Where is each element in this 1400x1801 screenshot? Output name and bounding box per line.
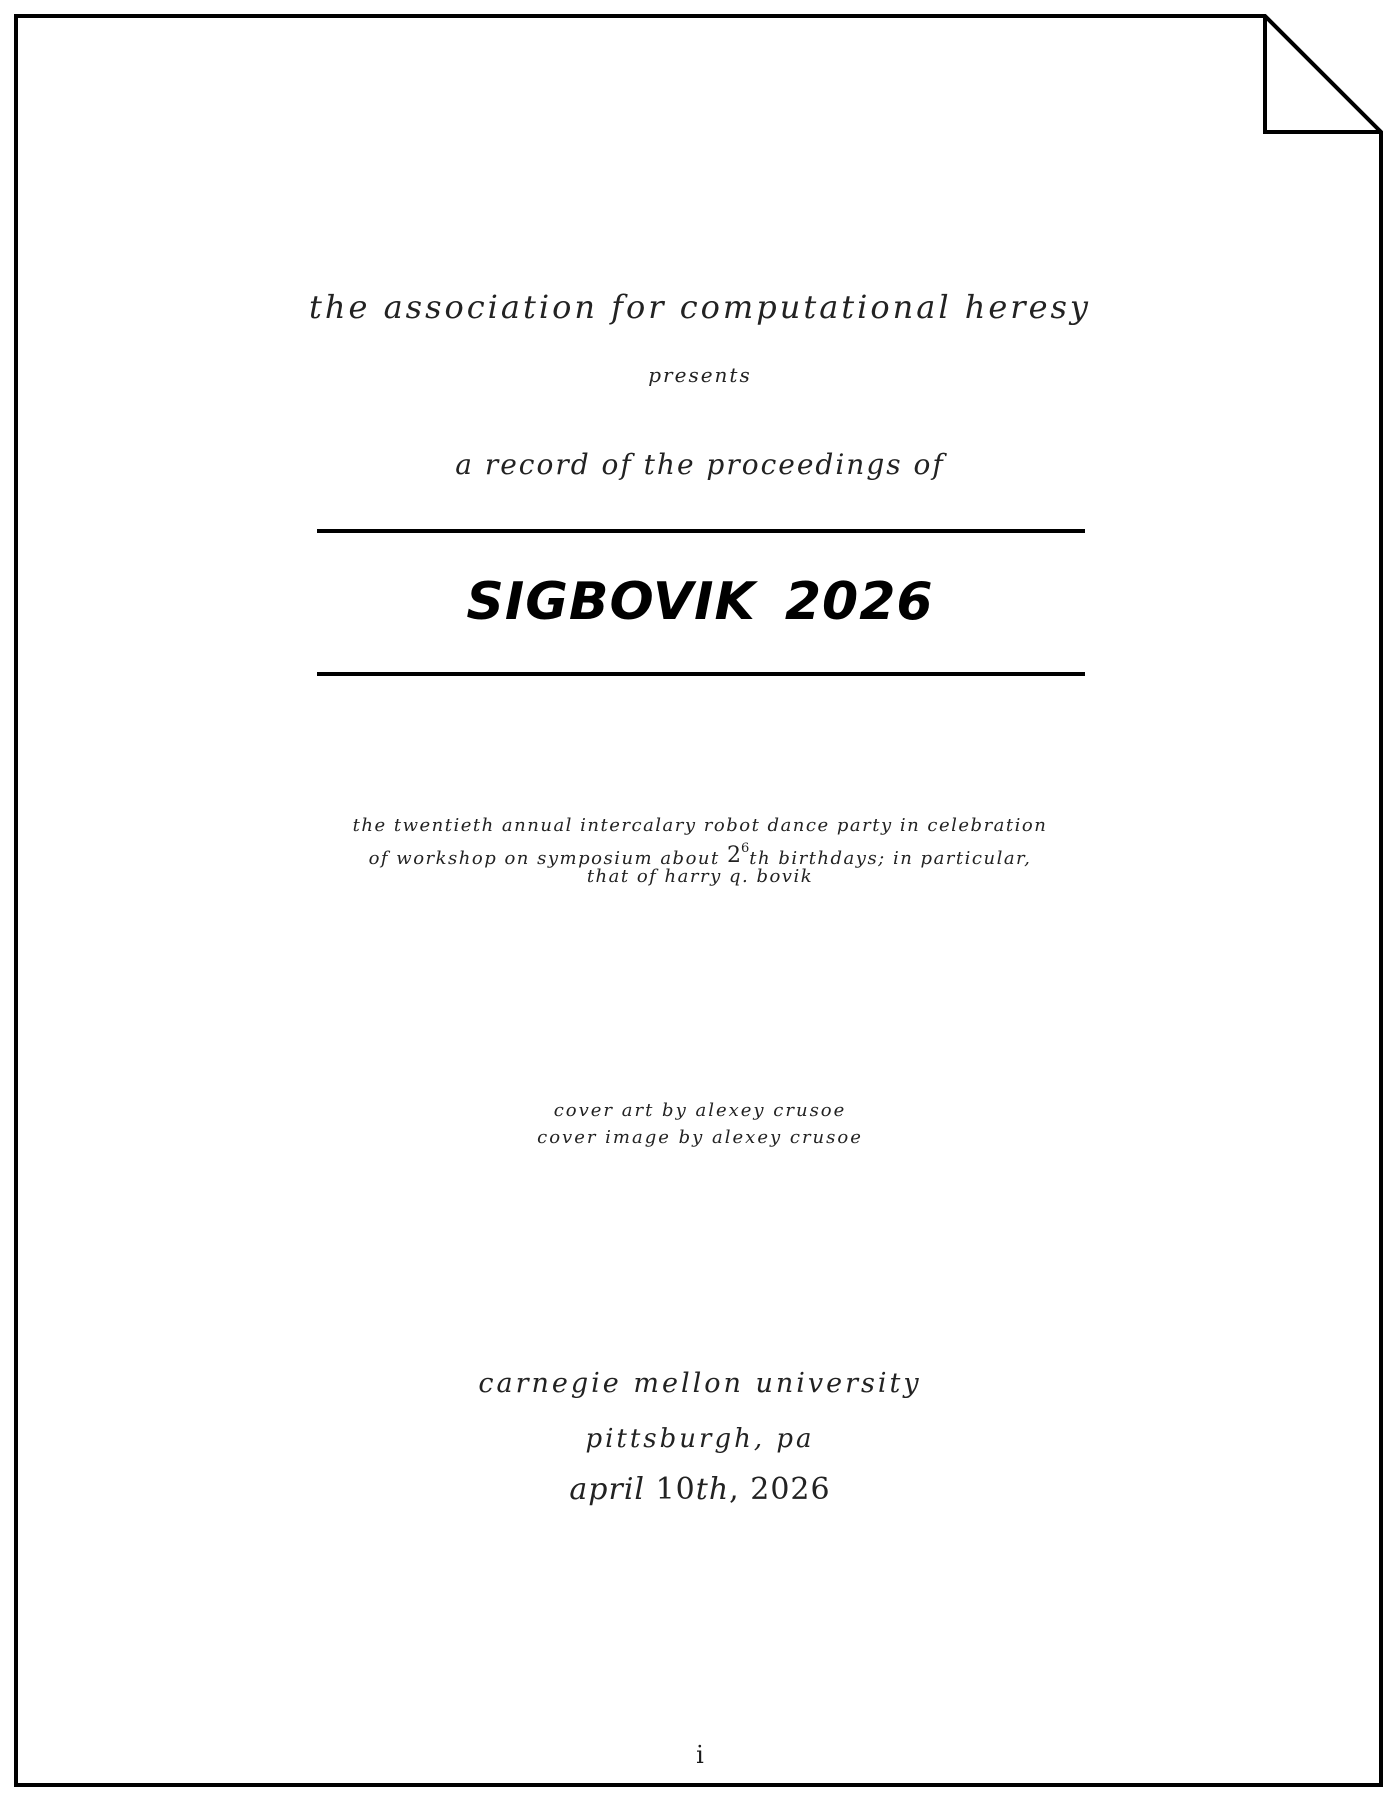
power-exponent: 6 [740, 841, 750, 856]
description-line-2-after: th birthdays; in particular, [749, 848, 1032, 869]
title-rule-top [317, 529, 1085, 533]
date-day: 10 [655, 1472, 696, 1507]
description-line-2-before: of workshop on symposium about [368, 848, 720, 869]
date-month: april [569, 1472, 646, 1507]
event-date [0, 1472, 1400, 1507]
page-number: i [696, 1741, 704, 1769]
cover-art-credit: cover art by alexey crusoe [553, 1100, 847, 1121]
page-border [16, 16, 1381, 1785]
date-year: , 2026 [729, 1472, 831, 1507]
title-rule-bottom [317, 672, 1085, 676]
record-of-label: a record of the proceedings of [455, 448, 945, 481]
university-name: carnegie mellon university [478, 1368, 922, 1399]
description-line-1: the twentieth annual intercalary robot dance party in celebration [352, 815, 1048, 836]
power-base: 2 [726, 843, 741, 868]
presents-label: presents [648, 363, 752, 387]
organization-name: the association for computational heresy [308, 288, 1091, 326]
date-suffix: th [695, 1472, 730, 1507]
city-name: pittsburgh, pa [585, 1424, 815, 1454]
description-line-3: that of harry q. bovik [586, 866, 814, 887]
conference-title: SIGBOVIK 2026 [466, 572, 934, 632]
cover-image-credit: cover image by alexey crusoe [537, 1127, 863, 1148]
